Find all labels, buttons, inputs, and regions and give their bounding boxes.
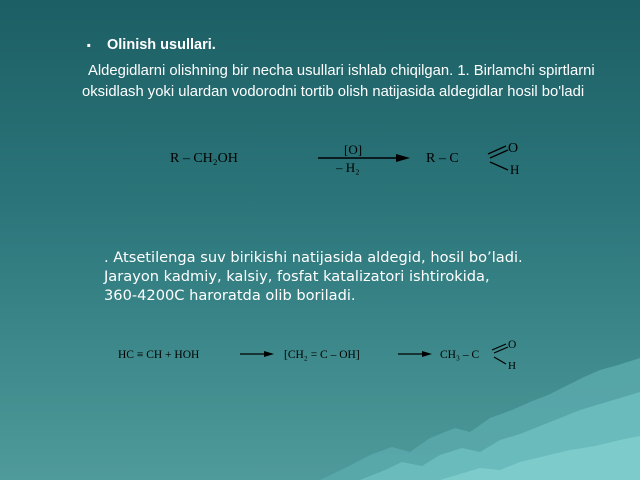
paragraph-1: Aldegidlarni olishning bir necha usullari ishlab chiqilgan. 1. Birlamchi spirtlarni oksidlash yoki ulardan vodorodni tortib olish natijasida aldegidlar hosil bo'ladi bbox=[82, 63, 595, 100]
equation-1 bbox=[170, 140, 540, 180]
eq2-intermediate: [CH₂ = C – OH] bbox=[284, 349, 360, 361]
eq2-arrow2-head bbox=[422, 351, 432, 357]
eq2-single-bond bbox=[494, 357, 506, 364]
eq2-product: CH₃ – C bbox=[440, 349, 480, 361]
eq1-arrow-head bbox=[396, 154, 410, 162]
eq2-oxygen: O bbox=[508, 339, 517, 351]
eq2-arrow1-head bbox=[264, 351, 274, 357]
eq2-hydrogen: H bbox=[508, 360, 516, 372]
eq1-reactant: R – CH₂OH bbox=[170, 151, 238, 166]
paragraph-2: . Atsetilenga suv birikishi natijasida aldegid, hosil bo’ladi. Jarayon kadmiy, kalsiy, fosfat katalizatori ishtirokida, 360-4200C haroratda olib boriladi. bbox=[104, 249, 523, 304]
equation-2 bbox=[112, 336, 532, 376]
eq2-reactants: HC ≡ CH + HOH bbox=[118, 349, 200, 361]
eq1-oxygen: O bbox=[508, 141, 519, 156]
slide-title: Olinish usullari. bbox=[107, 37, 216, 53]
eq1-product: R – C bbox=[426, 151, 459, 166]
eq1-single-bond bbox=[490, 162, 508, 170]
eq1-below-arrow: – H₂ bbox=[336, 160, 360, 175]
title-bullet: . bbox=[86, 30, 92, 52]
eq1-hydrogen: H bbox=[510, 162, 520, 177]
eq1-above-arrow: [O] bbox=[344, 142, 363, 157]
